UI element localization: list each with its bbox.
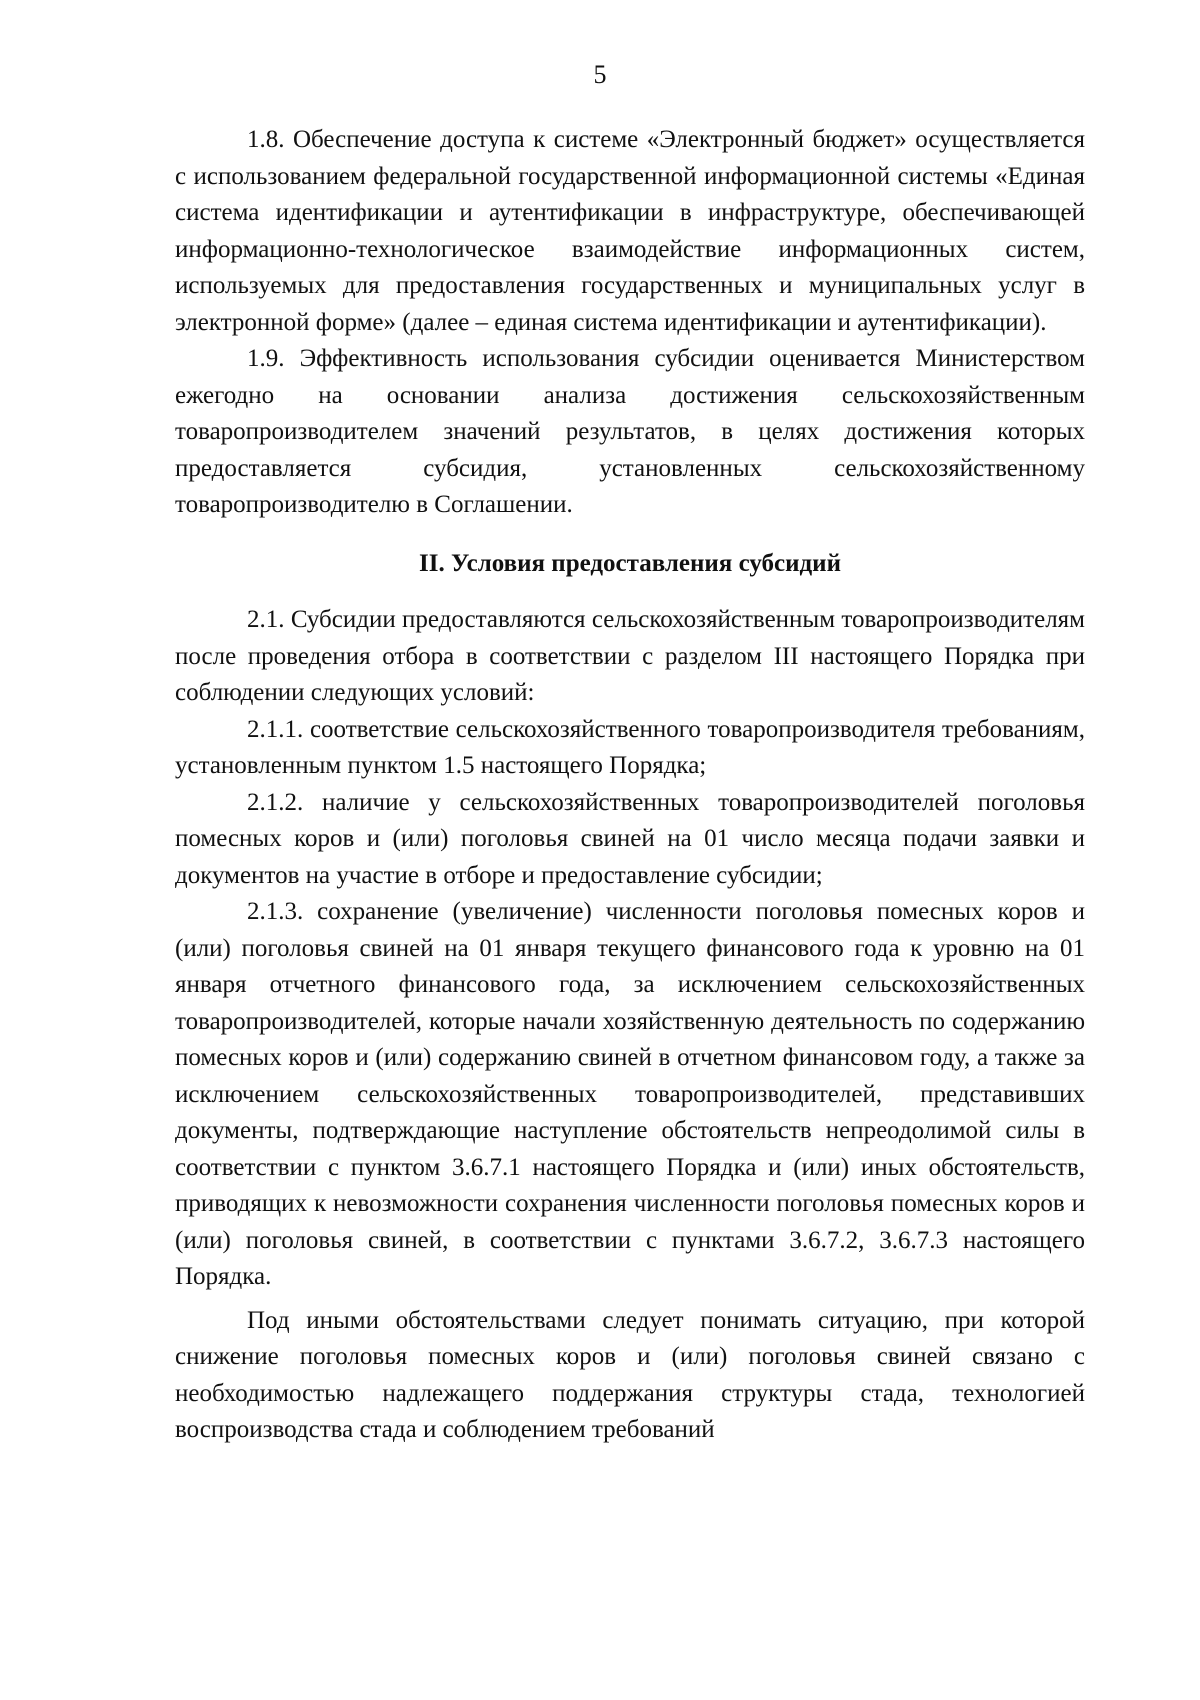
paragraph-1-8: 1.8. Обеспечение доступа к системе «Электронный бюджет» осуществляется с использованием федеральной государственной информационной системы «Единая система идентификации и аутентификации в инфраструктуре, обеспечивающей информационно-технологическое взаимодействие информационных систем, используемых для предоставления государственных и муниципальных услуг в электронной форме» (далее – единая система идентификации и аутентификации).: [175, 126, 1085, 336]
paragraph-gap: [175, 1296, 1085, 1303]
paragraph-other-circumstances: Под иными обстоятельствами следует понимать ситуацию, при которой снижение поголовья помесных коров и (или) поголовья свиней связано с необходимостью надлежащего поддержания структуры стада, технологией воспроизводства стада и соблюдением требований: [175, 1306, 1085, 1443]
paragraph-2-1-3: 2.1.3. сохранение (увеличение) численности поголовья помесных коров и (или) поголовья свиней на 01 января текущего финансового года к уровню на 01 января отчетного финансового года, за исключением сельскохозяйственных товаропроизводителей, которые начали хозяйственную деятельность по содержанию помесных коров и (или) содержанию свиней в отчетном финансовом году, а также за исключением сельскохозяйственных товаропроизводителей, представивших документы, подтверждающие наступление обстоятельств непреодолимой силы в соответствии с пунктом 3.6.7.1 настоящего Порядка и (или) иных обстоятельств, приводящих к невозможности сохранения численности поголовья помесных коров и (или) поголовья свиней, в соответствии с пунктами 3.6.7.2, 3.6.7.3 настоящего Порядка.: [175, 898, 1085, 1290]
paragraph-2-1-2: 2.1.2. наличие у сельскохозяйственных товаропроизводителей поголовья помесных коров и (или) поголовья свиней на 01 число месяца подачи заявки и документов на участие в отборе и предоставление субсидии;: [175, 788, 1085, 889]
paragraph-2-1-1: 2.1.1. соответствие сельскохозяйственного товаропроизводителя требованиям, установленным пунктом 1.5 настоящего Порядка;: [175, 715, 1085, 779]
section-heading: II. Условия предоставления субсидий: [419, 549, 841, 577]
page-number: 5: [593, 60, 607, 89]
paragraph-1-9: 1.9. Эффективность использования субсидии оценивается Министерством ежегодно на основании анализа достижения сельскохозяйственным товаропроизводителем значений результатов, в целях достижения которых предоставляется субсидия, установленных сельскохозяйственному товаропроизводителю в Соглашении.: [175, 345, 1085, 518]
document-body: [175, 122, 1085, 1449]
paragraph-2-1: 2.1. Субсидии предоставляются сельскохозяйственным товаропроизводителям после проведения отбора в соответствии с разделом III настоящего Порядка при соблюдении следующих условий:: [175, 606, 1085, 706]
